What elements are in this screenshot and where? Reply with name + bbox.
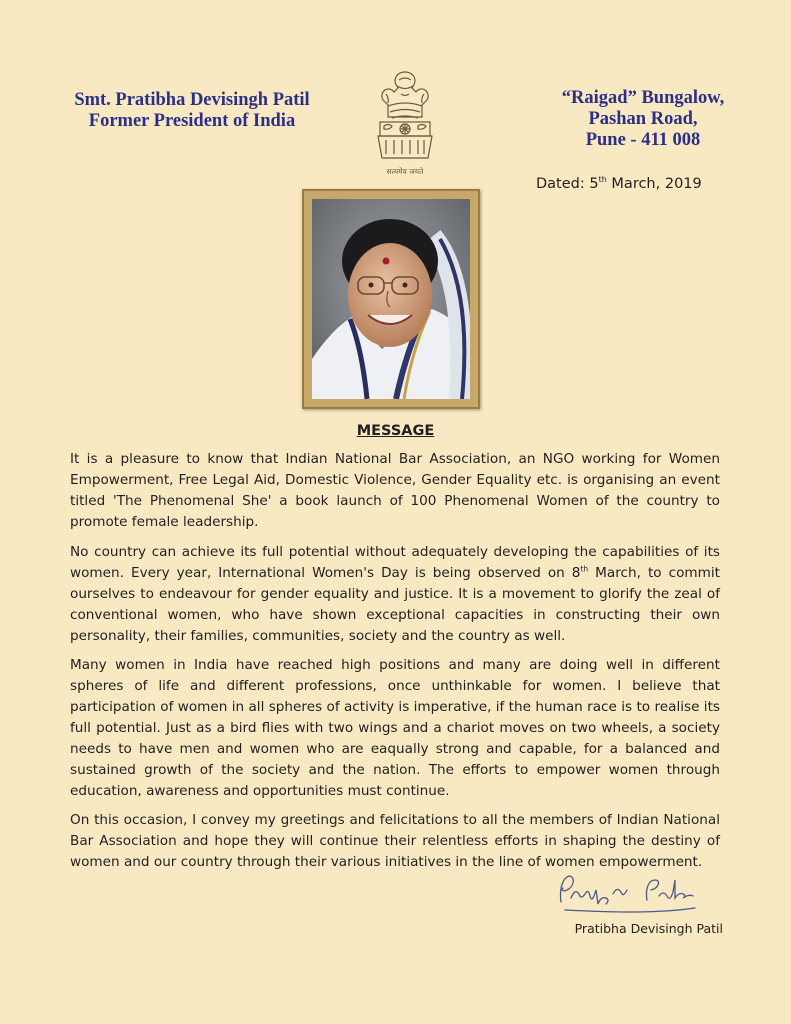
address-line-3: Pune - 411 008 <box>585 130 701 150</box>
portrait-frame <box>302 189 480 409</box>
address-line-2: Pashan Road, <box>588 109 698 129</box>
sender-name: Smt. Pratibha Devisingh Patil <box>74 90 310 110</box>
address-line-1: “Raigad” Bungalow, <box>561 88 725 108</box>
letter-date: Dated: 5th March, 2019 <box>536 175 702 192</box>
emblem-motto: सत्यमेव जयते <box>386 167 424 176</box>
portrait-photo <box>312 199 470 399</box>
message-paragraph-4: On this occasion, I convey my greetings and felicitations to all the members of Indian National Bar Association and hope they will continue their relentless efforts in shaping the destiny of women and our country through their various initiatives in the line of women empowerment. <box>70 812 720 870</box>
national-emblem-icon <box>366 66 444 178</box>
letterhead-address <box>548 88 738 151</box>
letterhead-sender <box>56 90 328 132</box>
message-paragraph-3: Many women in India have reached high positions and many are doing well in different spheres of life and different professions, once unthinkable for women. I believe that participation of women in all spheres of activity is imperative, if the human race is to realise its full potential. Just as a bird flies with two wings and a chariot moves on two wheels, a society needs to have men and women who are eaqually strong and capable, for a balanced and sustained growth of the society and the nation. The efforts to empower women through education, awareness and opportunities must continue. <box>70 657 720 799</box>
message-paragraph-1: It is a pleasure to know that Indian National Bar Association, an NGO working for Women Empowerment, Free Legal Aid, Domestic Violence, Gender Equality etc. is organising an event titled 'The Phenomenal She' a book launch of 100 Phenomenal Women of the country to promote female leadership. <box>70 451 720 530</box>
sender-title: Former President of India <box>88 111 296 131</box>
message-heading: MESSAGE <box>356 423 435 439</box>
handwritten-signature <box>555 868 725 920</box>
message-paragraph-2: No country can achieve its full potential without adequately developing the capabilities of its women. Every year, International Women's Day is being observed on 8th March, to commit ourselves to endeavour for gender equality and justice. It is a movement to glorify the zeal of conventional women, who have shown exceptional capacities in constructing their own personality, their families, communities, society and the country as well. <box>70 544 720 644</box>
signatory-name: Pratibha Devisingh Patil <box>574 921 723 936</box>
